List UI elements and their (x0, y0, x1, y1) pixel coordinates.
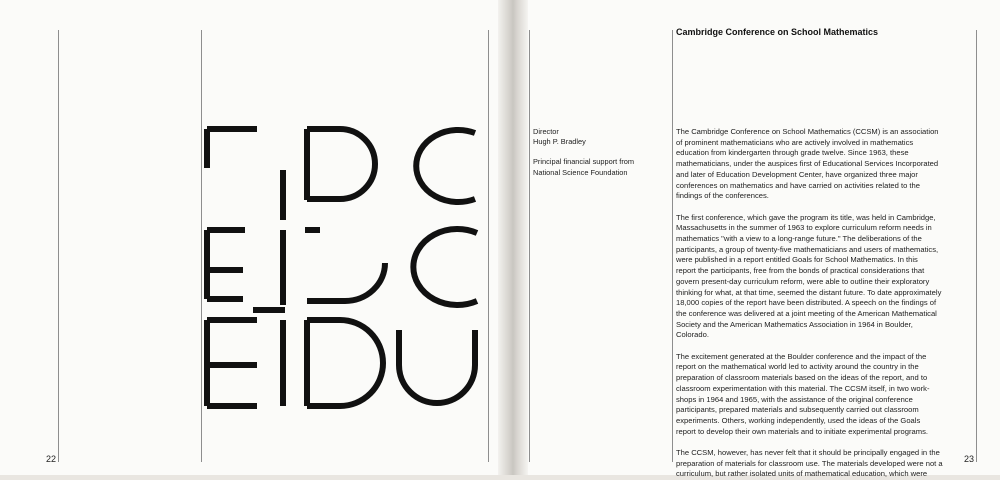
left-outer-rule (58, 30, 59, 462)
edc-logo-artwork (205, 125, 495, 415)
right-outer-rule (976, 30, 977, 462)
page-header: Cambridge Conference on School Mathematics (676, 27, 879, 37)
book-gutter (498, 0, 528, 475)
left-page-number: 22 (46, 454, 57, 464)
paragraph: The Cambridge Conference on School Mathematics (CCSM) is an association of prominent mathematicians who are actively involved in mathematics education from kindergarten through grade twelve. Since 1963, these mathematicians, under the auspices first of Educational Services Incorporated and later of Education Development Center, have organized three major conferences on mathematics and have carried on activities related to the findings of the conferences. (676, 127, 939, 201)
director-credit: Director Hugh P. Bradley (533, 127, 586, 147)
funding-credit: Principal financial support from National Science Foundation (533, 157, 635, 177)
right-page-number: 23 (964, 454, 975, 464)
paragraph: The CCSM, however, has never felt that it should be principally engaged in the preparation of materials for classroom use. The materials developed were not a curriculum, but rather isolated units of mathematical education, which were (676, 448, 943, 479)
paragraph: The excitement generated at the Boulder conference and the impact of the report on the mathematical world led to activity around the country in the preparation of classroom materials based on the ideas of the report, and to classroom experimentation with this material. The CCSM itself, in two work- shops in 1964 and 1965, with the assistance of the original conference participants, prepared materials and subsequently carried out classroom experiments. Others, working independently, used the ideas of the Goals report to develop their own materials and to initiate experimental programs. (676, 351, 930, 436)
paragraph: The first conference, which gave the program its title, was held in Cambridge, Massachusetts in the summer of 1963 to explore curriculum reform needs in mathematics "with a view to a long-range future." The deliberations of the participants, a group of twenty-five mathematicians and users of mathematics, were published in a report entitled Goals for School Mathematics. In this report the participants, free from the bonds of practical considerations that govern present-day curriculum reform, were able to outline their exploratory thinking for what, at that time, seemed the distant future. To date approximately 18,000 copies of the report have been distributed. A speech on the findings of the conference was delivered at a joint meeting of the American Mathematical Society and the American Mathematics Association in 1964 in Boulder, Colorado. (676, 212, 942, 340)
right-gutter-rule (529, 30, 530, 462)
left-inner-rule (201, 30, 202, 462)
right-column-rule (672, 30, 673, 462)
credits-column (533, 127, 663, 188)
